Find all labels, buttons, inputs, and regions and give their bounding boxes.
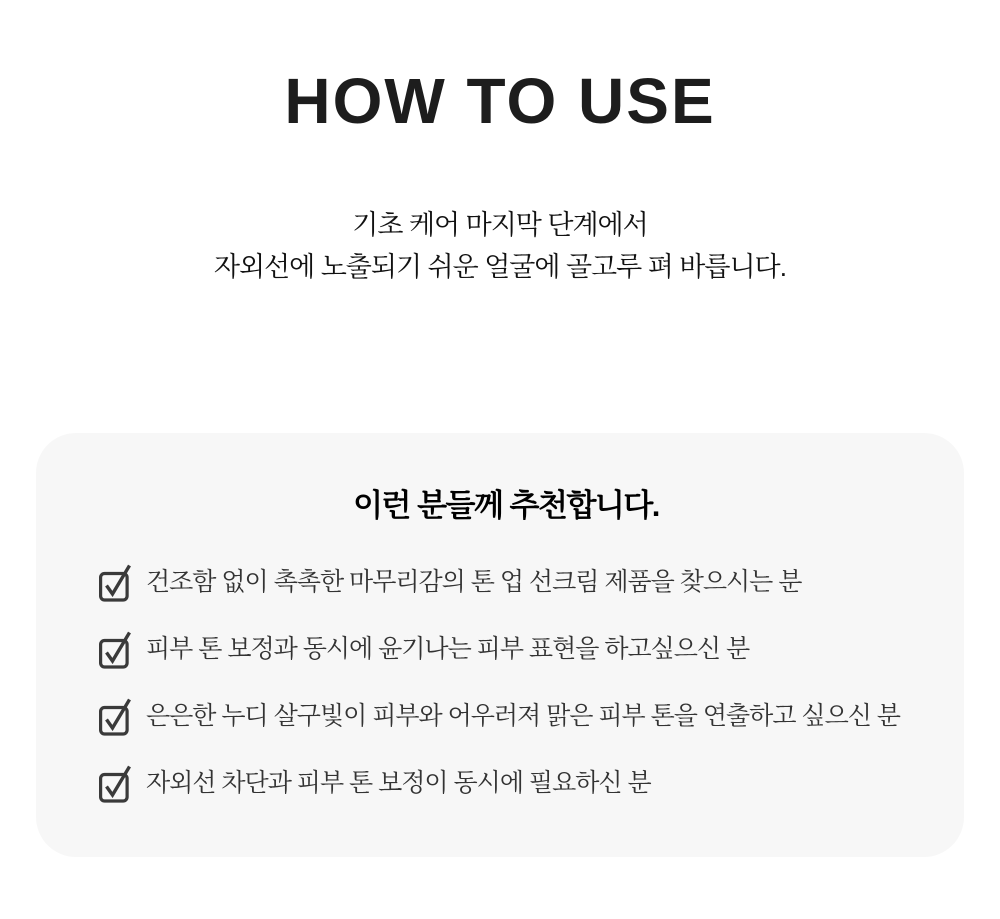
list-item (98, 760, 914, 805)
checkbox-checked-icon (98, 693, 132, 738)
list-item-label: 피부 톤 보정과 동시에 윤기나는 피부 표현을 하고싶으신 분 (146, 634, 750, 663)
recommendation-card (36, 433, 964, 857)
recommendation-list (98, 559, 914, 805)
list-item-label: 자외선 차단과 피부 톤 보정이 동시에 필요하신 분 (146, 768, 651, 797)
list-item-label: 은은한 누디 살구빛이 피부와 어우러져 맑은 피부 톤을 연출하고 싶으신 분 (146, 701, 900, 730)
list-item (98, 626, 914, 671)
checkbox-checked-icon (98, 626, 132, 671)
usage-instructions (0, 204, 1000, 288)
list-item-label: 건조함 없이 촉촉한 마무리감의 톤 업 선크림 제품을 찾으시는 분 (146, 567, 802, 596)
checkbox-checked-icon (98, 760, 132, 805)
section-title: HOW TO USE (284, 65, 716, 137)
checkbox-checked-icon (98, 559, 132, 604)
recommendation-heading: 이런 분들께 추천합니다. (353, 488, 659, 523)
list-item (98, 693, 914, 738)
usage-line-1: 기초 케어 마지막 단계에서 (352, 210, 648, 240)
list-item (98, 559, 914, 604)
usage-line-2: 자외선에 노출되기 쉬운 얼굴에 골고루 펴 바릅니다. (213, 252, 787, 282)
